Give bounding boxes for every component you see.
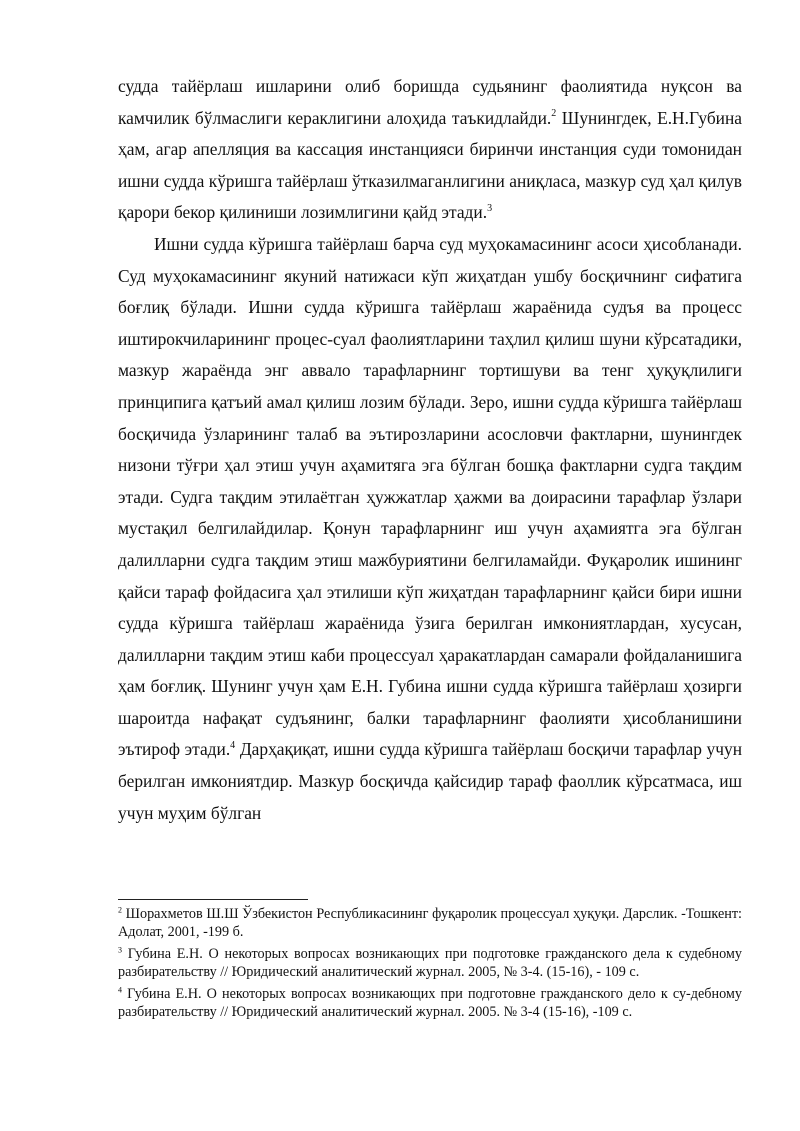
footnote-text: Шорахметов Ш.Ш Ўзбекистон Республикасининг фуқаролик процессуал ҳуқуқи. Дарслик. -Тошкент: Адолат, 2001, -199 б. — [118, 906, 742, 940]
body-text — [118, 71, 742, 829]
footnote-text: Губина Е.Н. О некоторых вопросах возникающих при подготовне гражданского дело к су-дебному разбирательству // Юридический аналитический журнал. 2005. № 3-4 (15-16), -109 с. — [118, 986, 742, 1020]
paragraph-text: Дарҳақиқат, ишни судда кўришга тайёрлаш босқичи тарафлар учун берилган имкониятдир. Мазкур босқичда қайсидир тараф фаоллик кўрсатмаса, иш учун муҳим бўлган — [118, 739, 742, 823]
footnote-2 — [118, 906, 742, 941]
footnote-separator — [118, 899, 308, 900]
footnote-number: 4 — [118, 985, 122, 995]
paragraph-text: Ишни судда кўришга тайёрлаш барча суд муҳокамасининг асоси ҳисобланади. Суд муҳокамасининг якуний натижаси кўп жиҳатдан ушбу босқичнинг сифатига боғлиқ бўлади. Ишни судда кўришга тайёрлаш жараёнида судъя ва процесс иштирокчиларининг процес-суал фаолиятларини таҳлил қилиш шуни кўрсатадики, мазкур жараёнда энг аввало тарафларнинг тортишуви ва тенг ҳуқуқлилиги принципига қатъий амал қилиш лозим бўлади. Зеро, ишни судда кўришга тайёрлаш босқичида ўзларининг талаб ва эътирозларини асословчи фактларни, шунингдек низони тўғри ҳал этиш учун аҳамитяга эга бўлган бошқа фактларни судга тақдим этади. Судга тақдим этилаётган ҳужжатлар ҳажми ва доирасини тарафлар ўзлари мустақил белгилайдилар. Қонун тарафларнинг иш учун аҳамиятга эга бўлган далилларни судга тақдим этиш мажбуриятини белгиламайди. Фуқаролик ишининг қайси тараф фойдасига ҳал этилиши кўп жиҳатдан тарафларнинг қайси бири ишни судда кўришга тайёрлаш жараёнида ўзига берилган имкониятлардан, хусусан, далилларни тақдим этиш каби процессуал ҳаракатлардан самарали фойдаланишига ҳам боғлиқ. Шунинг учун ҳам Е.Н. Губина ишни судда кўришга тайёрлаш ҳозирги шароитда нафақат судъянинг, балки тарафларнинг фаолияти ҳисобланишини эътироф этади. — [118, 233, 742, 760]
footnote-reference: 3 — [487, 202, 493, 214]
footnote-number: 3 — [118, 945, 122, 955]
footnote-reference: 4 — [230, 739, 236, 751]
paragraph-2 — [118, 229, 742, 829]
footnote-reference: 2 — [551, 107, 557, 119]
paragraph-text: судда тайёрлаш ишларини олиб боришда судьянинг фаолиятида нуқсон ва камчилик бўлмаслиги кераклигини алоҳида таъкидлайди. — [118, 76, 742, 128]
footnote-4 — [118, 986, 742, 1021]
footnote-text: Губина Е.Н. О некоторых вопросах возникающих при подготовке гражданского дела к судебному разбирательству // Юридический аналитический журнал. 2005, № 3-4. (15-16), - 109 с. — [118, 946, 742, 980]
footnote-number: 2 — [118, 905, 122, 915]
paragraph-text: Шунингдек, Е.Н.Губина ҳам, агар апелляция ва кассация инстанцияси биринчи инстанция суди томонидан ишни судда кўришга тайёрлаш ўтказилмаганлигини аниқласа, мазкур суд ҳал қилув қарори бекор қилиниши лозимлигини қайд этади. — [118, 107, 742, 223]
paragraph-1 — [118, 71, 742, 229]
footnote-3 — [118, 946, 742, 981]
footnotes — [118, 906, 742, 1027]
